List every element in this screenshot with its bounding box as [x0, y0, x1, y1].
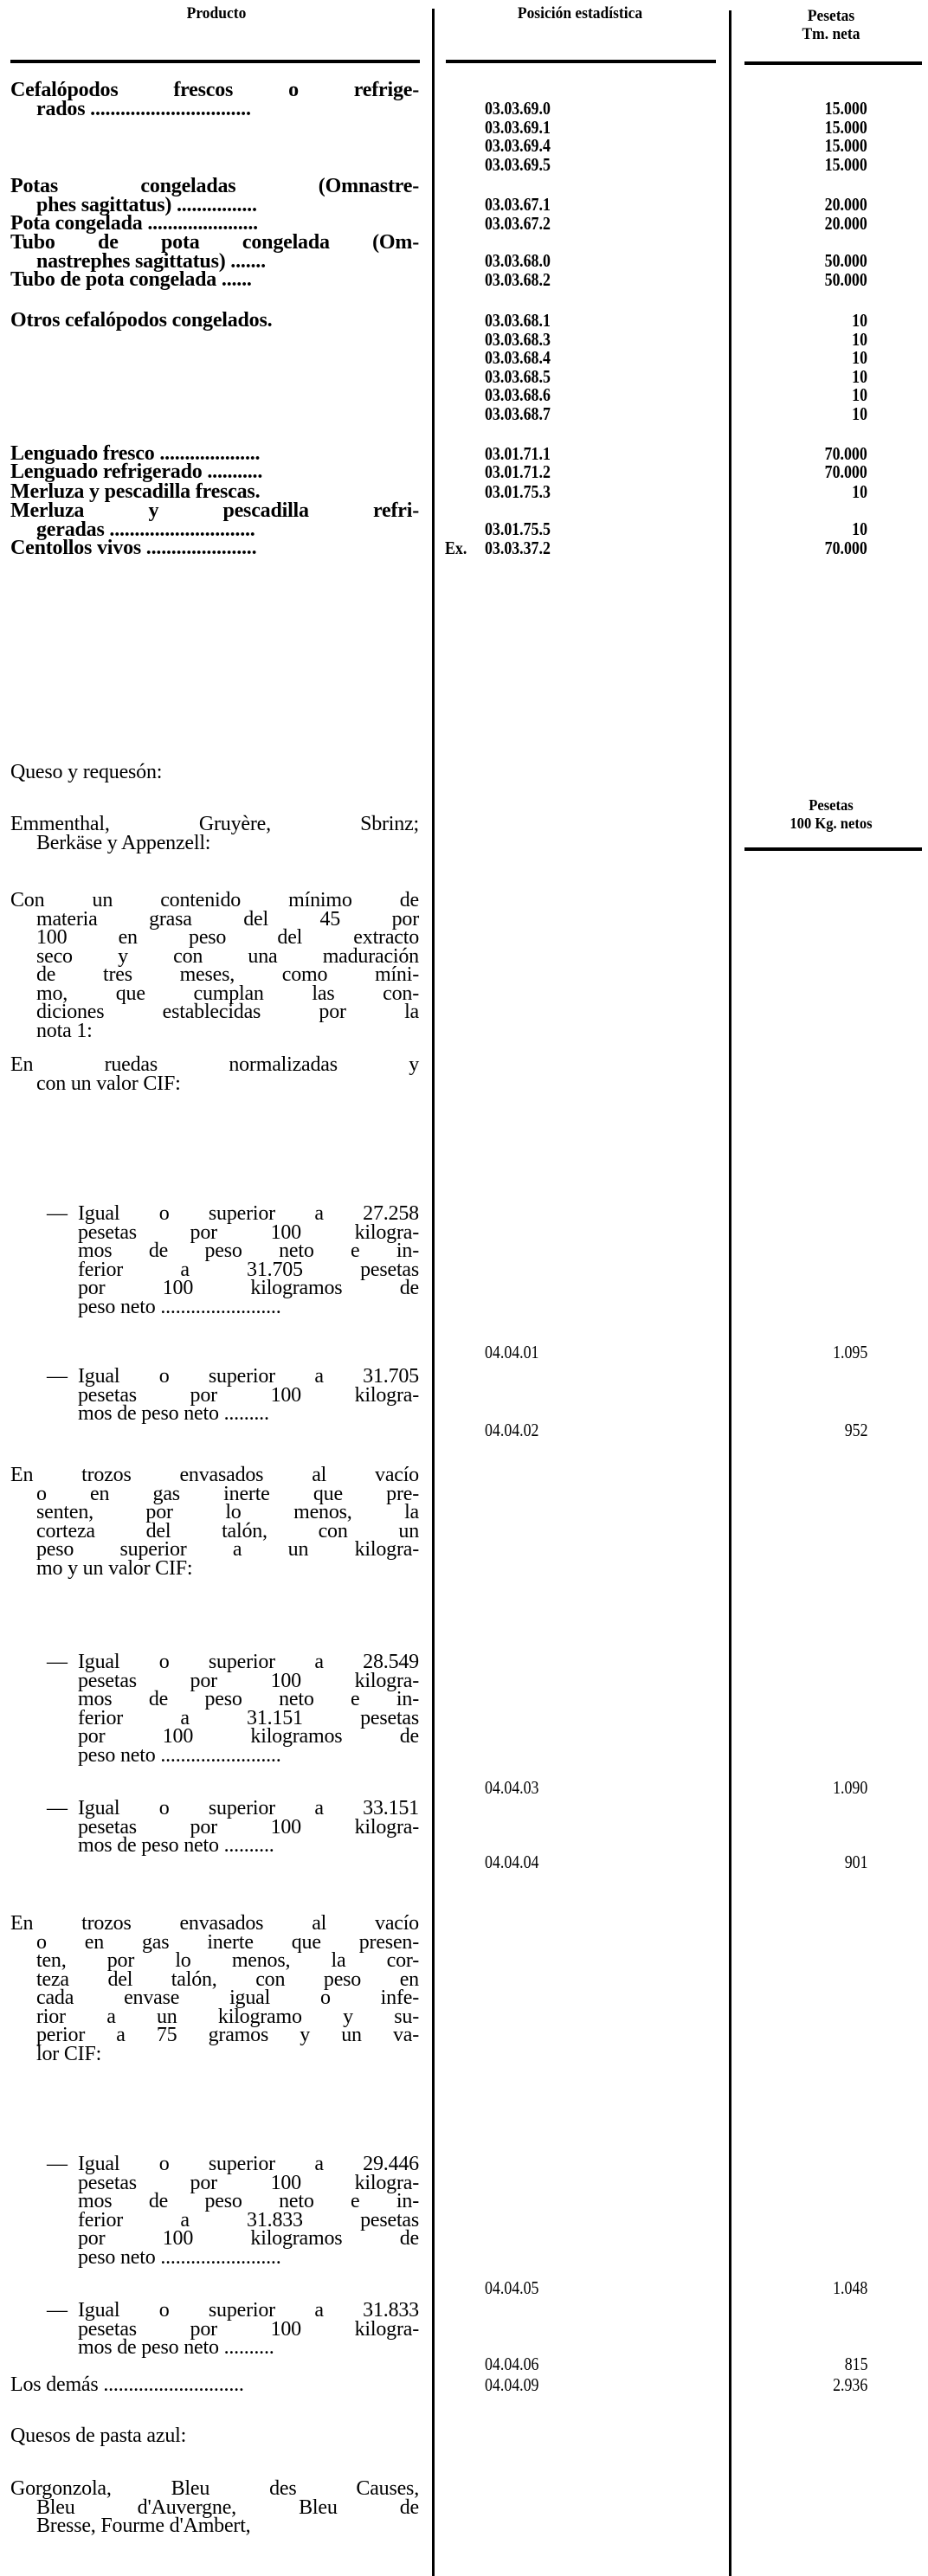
product-text-line: Igual o superior a 31.705 — [78, 1365, 419, 1388]
product-description — [10, 309, 419, 332]
product-description — [10, 268, 419, 291]
product-sub-item — [10, 2155, 419, 2267]
header-price-unit-2 — [747, 796, 914, 833]
price-value: 20.000 — [824, 213, 867, 234]
product-text-line: por 100 kilogramos de — [78, 1725, 419, 1748]
dash-bullet-icon: — — [47, 1651, 68, 1673]
price-value: 15.000 — [824, 154, 867, 175]
product-text-line: Queso y requesón: — [10, 761, 163, 783]
header-product: Producto — [186, 4, 247, 23]
price-value: 2.936 — [832, 2374, 867, 2395]
product-text-line: pesetas por 100 kilogra- — [78, 2317, 419, 2341]
price-value: 10 — [852, 310, 867, 331]
product-text-line: Emmenthal, Gruyère, Sbrinz; — [10, 813, 419, 835]
product-text-line: Tubo de pota congelada (Om- — [10, 231, 419, 254]
header-rule-product — [10, 60, 420, 63]
price-value: 15.000 — [824, 135, 867, 156]
product-text-line: Con un contenido mínimo de — [10, 889, 419, 911]
product-text-line: Los demás ............................ — [10, 2373, 244, 2396]
header-price2-line2: 100 Kg. netos — [789, 815, 873, 832]
price-value: 50.000 — [824, 269, 867, 290]
product-text-line: mos de peso neto e in- — [78, 1688, 419, 1710]
product-text-line: Igual o superior a 29.446 — [78, 2153, 419, 2175]
product-text-line: seco y con una maduración — [36, 944, 419, 968]
product-text-line: Centollos vivos ...................... — [10, 537, 257, 559]
dash-bullet-icon: — — [47, 2299, 68, 2322]
price-value: 10 — [852, 403, 867, 424]
product-text-line: o en gas inerte que presen- — [36, 1930, 419, 1954]
product-text-line: perior a 75 gramos y un va- — [36, 2024, 419, 2046]
product-text-line: ferior a 31.833 pesetas — [78, 2208, 419, 2231]
product-text-line: Pota congelada ...................... — [10, 212, 258, 235]
product-text-line: con un valor CIF: — [36, 1072, 181, 1095]
statistical-position: 03.03.68.5 — [485, 366, 551, 387]
product-description — [10, 1912, 419, 2065]
code-prefix: Ex. — [445, 538, 467, 558]
statistical-position: 03.03.68.1 — [485, 310, 551, 331]
product-text-line: Igual o superior a 33.151 — [78, 1797, 419, 1819]
price-value: 10 — [852, 329, 867, 350]
statistical-position: 03.01.71.2 — [485, 461, 551, 482]
price-value: 20.000 — [824, 194, 867, 215]
header-price-unit — [747, 7, 914, 43]
price-value: 15.000 — [824, 117, 867, 138]
statistical-position: 04.04.02 — [485, 1420, 539, 1440]
product-text-line: En trozos envasados al vacío — [10, 1464, 419, 1486]
product-description — [10, 460, 419, 483]
product-text-line: ferior a 31.705 pesetas — [78, 1258, 419, 1281]
statistical-position: 03.03.69.4 — [485, 135, 551, 156]
product-text-line: mo y un valor CIF: — [36, 1556, 193, 1580]
product-sub-item — [10, 1365, 419, 1425]
statistical-position: 04.04.09 — [485, 2374, 539, 2395]
statistical-position: 03.01.75.5 — [485, 518, 551, 539]
product-description — [10, 499, 419, 541]
product-text-line: pesetas por 100 kilogra- — [78, 2171, 419, 2194]
statistical-position: 03.03.37.2 — [485, 538, 551, 558]
product-text-line: o en gas inerte que pre- — [36, 1482, 419, 1505]
statistical-position: 03.03.69.5 — [485, 154, 551, 175]
product-sub-item — [10, 2299, 419, 2359]
product-text-line: teza del talón, con peso en — [36, 1967, 419, 1991]
product-text-line: lor CIF: — [36, 2042, 102, 2065]
product-text-line: En trozos envasados al vacío — [10, 1912, 419, 1935]
statistical-position: 03.03.68.2 — [485, 269, 551, 290]
price-value: 1.095 — [832, 1342, 867, 1362]
statistical-position: 03.03.68.6 — [485, 384, 551, 405]
price-value: 70.000 — [824, 538, 867, 558]
product-text-line: geradas ............................. — [36, 518, 255, 541]
product-text-line: de tres meses, como míni- — [36, 963, 419, 986]
product-text-line: Lenguado fresco .................... — [10, 442, 261, 465]
product-text-line: peso neto ........................ — [78, 1295, 281, 1318]
product-text-line: pesetas por 100 kilogra- — [78, 1220, 419, 1244]
product-text-line: senten, por lo menos, la — [36, 1501, 419, 1523]
product-text-line: ferior a 31.151 pesetas — [78, 1706, 419, 1729]
header-rule-position — [446, 60, 716, 63]
product-text-line: pesetas por 100 kilogra- — [78, 1815, 419, 1839]
price-value: 15.000 — [824, 98, 867, 119]
product-text-line: Cefalópodos frescos o refrige- — [10, 79, 419, 101]
header-position: Posición estadística — [517, 4, 643, 23]
product-text-line: peso neto ........................ — [78, 2245, 281, 2269]
product-text-line: mos de peso neto e in- — [78, 1240, 419, 1262]
price-value: 70.000 — [824, 461, 867, 482]
product-description — [10, 889, 419, 1042]
dash-bullet-icon: — — [47, 2153, 68, 2175]
product-text-line: nastrephes sagittatus) ....... — [36, 249, 266, 273]
statistical-position: 03.03.67.1 — [485, 194, 551, 215]
product-text-line: corteza del talón, con un — [36, 1519, 419, 1542]
price-value: 10 — [852, 384, 867, 405]
statistical-position: 04.04.01 — [485, 1342, 539, 1362]
product-text-line: peso neto ........................ — [78, 1743, 281, 1767]
price-value: 50.000 — [824, 250, 867, 271]
price-value: 70.000 — [824, 443, 867, 464]
product-description — [10, 1053, 419, 1095]
statistical-position: 04.04.05 — [485, 2277, 539, 2298]
product-text-line: diciones establecidas por la — [36, 1001, 419, 1023]
product-text-line: mos de peso neto .......... — [78, 2336, 274, 2359]
column-divider-2 — [729, 10, 731, 2576]
price-value: 901 — [844, 1852, 867, 1872]
statistical-position: 03.03.68.3 — [485, 329, 551, 350]
dash-bullet-icon: — — [47, 1797, 68, 1819]
product-text-line: Otros cefalópodos congelados. — [10, 309, 273, 332]
product-text-line: cada envase igual o infe- — [36, 1987, 419, 2009]
product-text-line: ten, por lo menos, la cor- — [36, 1949, 419, 1972]
product-description — [10, 81, 419, 119]
product-text-line: por 100 kilogramos de — [78, 1277, 419, 1299]
statistical-position: 03.03.68.4 — [485, 347, 551, 368]
product-text-line: peso superior a un kilogra- — [36, 1538, 419, 1561]
product-text-line: Merluza y pescadilla refri- — [10, 499, 419, 522]
product-text-line: rados ................................ — [36, 97, 251, 120]
product-text-line: pesetas por 100 kilogra- — [78, 1669, 419, 1692]
price-value: 815 — [844, 2354, 867, 2374]
product-text-line: mo, que cumplan las con- — [36, 982, 419, 1005]
product-description — [10, 539, 419, 558]
price-value: 10 — [852, 347, 867, 368]
statistical-position: 03.03.69.0 — [485, 98, 551, 119]
product-text-line: Igual o superior a 28.549 — [78, 1651, 419, 1673]
statistical-position: 03.03.68.0 — [485, 250, 551, 271]
product-text-line: Gorgonzola, Bleu des Causes, — [10, 2477, 419, 2500]
statistical-position: 04.04.04 — [485, 1852, 539, 1872]
product-sub-item — [10, 1797, 419, 1857]
product-text-line: Bleu d'Auvergne, Bleu de — [36, 2496, 419, 2519]
product-description — [10, 177, 419, 215]
product-description — [10, 231, 419, 273]
price-value: 1.090 — [832, 1777, 867, 1798]
statistical-position: 04.04.06 — [485, 2354, 539, 2374]
header-rule-price — [744, 61, 922, 65]
product-text-line: 100 en peso del extracto — [36, 926, 419, 949]
header-price2-line1: Pesetas — [809, 796, 854, 814]
product-description — [10, 763, 419, 782]
price-value: 10 — [852, 481, 867, 502]
statistical-position: 03.01.71.1 — [485, 443, 551, 464]
product-text-line: Potas congeladas (Omnastre- — [10, 175, 419, 197]
header-price-line1: Pesetas — [807, 7, 855, 25]
statistical-position: 03.03.67.2 — [485, 213, 551, 234]
statistical-position: 03.03.68.7 — [485, 403, 551, 424]
product-sub-item — [10, 1653, 419, 1765]
product-text-line: En ruedas normalizadas y — [10, 1053, 419, 1076]
product-text-line: Tubo de pota congelada ...... — [10, 268, 252, 291]
price-value: 10 — [852, 518, 867, 539]
product-text-line: rior a un kilogramo y su- — [36, 2005, 419, 2028]
product-text-line: phes sagittatus) ................ — [36, 193, 257, 216]
header-price-line2: Tm. neta — [802, 25, 860, 43]
product-text-line: Berkäse y Appenzell: — [36, 831, 211, 854]
product-sub-item — [10, 1202, 419, 1318]
product-description — [10, 2477, 419, 2537]
price-value: 1.048 — [832, 2277, 867, 2298]
dash-bullet-icon: — — [47, 1202, 68, 1225]
product-description — [10, 1466, 419, 1578]
product-description — [10, 815, 419, 853]
statistical-position: 03.03.69.1 — [485, 117, 551, 138]
statistical-position: 04.04.03 — [485, 1777, 539, 1798]
product-text-line: Merluza y pescadilla frescas. — [10, 480, 261, 503]
product-text-line: mos de peso neto e in- — [78, 2190, 419, 2212]
product-text-line: Bresse, Fourme d'Ambert, — [36, 2515, 251, 2537]
product-description — [10, 2373, 419, 2396]
product-text-line: materia grasa del 45 por — [36, 907, 419, 931]
product-text-line: Quesos de pasta azul: — [10, 2425, 187, 2447]
header-rule-price-2 — [744, 847, 922, 851]
product-text-line: mos de peso neto ......... — [78, 1402, 269, 1425]
product-text-line: Lenguado refrigerado ........... — [10, 460, 263, 483]
product-text-line: por 100 kilogramos de — [78, 2227, 419, 2250]
statistical-position: 03.01.75.3 — [485, 481, 551, 502]
product-text-line: pesetas por 100 kilogra- — [78, 1383, 419, 1407]
dash-bullet-icon: — — [47, 1365, 68, 1388]
product-text-line: mos de peso neto .......... — [78, 1834, 274, 1857]
product-text-line: Igual o superior a 27.258 — [78, 1202, 419, 1225]
product-text-line: nota 1: — [36, 1019, 93, 1042]
price-value: 10 — [852, 366, 867, 387]
product-description — [10, 2427, 419, 2446]
column-divider-1 — [432, 9, 435, 2576]
product-text-line: Igual o superior a 31.833 — [78, 2299, 419, 2322]
price-value: 952 — [844, 1420, 867, 1440]
